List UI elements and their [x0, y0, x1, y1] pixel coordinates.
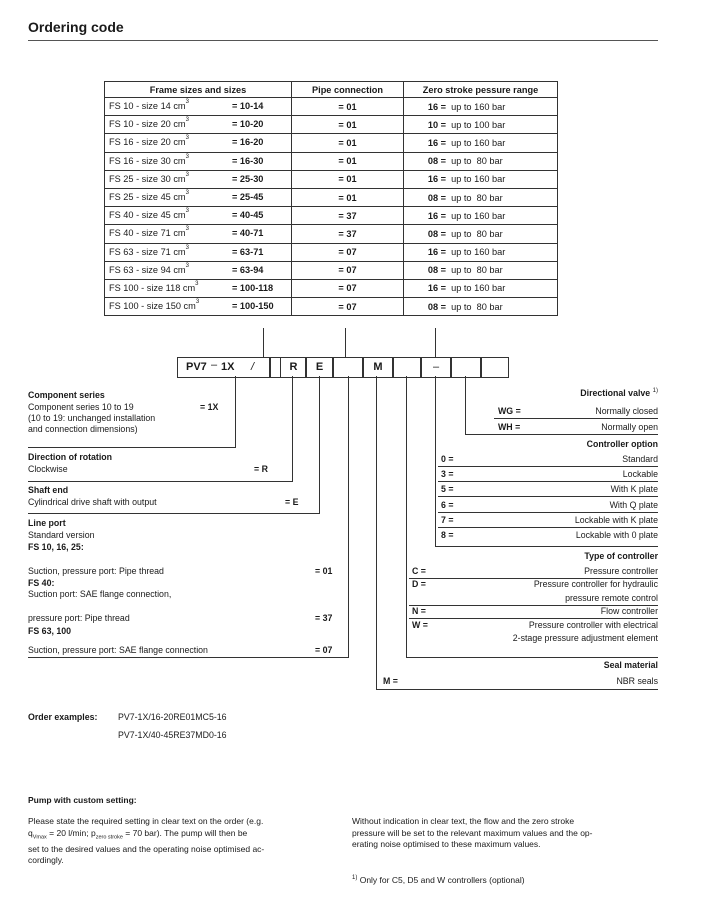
- leader-port: [348, 376, 349, 657]
- shaft-text: Cylindrical drive shaft with output: [28, 497, 157, 507]
- code-box-series: PV7 – 1X /: [177, 357, 271, 378]
- frame-cell: FS 10 - size 14 $cm^3$ = 10-14: [105, 98, 292, 116]
- code-1x: 1X: [221, 361, 235, 373]
- option-rule: [435, 546, 658, 547]
- order-example-2: PV7-1X/40-45RE37MD0-16: [118, 730, 227, 740]
- shaft-rule: [28, 513, 320, 514]
- valve-rule2: [465, 434, 658, 435]
- frame-cell: FS 40 - size 71 $cm^3$ = 40-71: [105, 225, 292, 243]
- shaft-heading: Shaft end: [28, 485, 69, 495]
- leader-rotation: [292, 376, 293, 481]
- table-row: [105, 116, 558, 134]
- zero-cell: 16 = up to 160 bar: [404, 243, 558, 261]
- pipe-cell: = 01: [292, 98, 404, 116]
- seal-label: NBR seals: [616, 676, 658, 686]
- table-row: [105, 98, 558, 116]
- code-box-ctrl: [392, 357, 422, 378]
- opt-list-label: With Q plate: [609, 499, 658, 510]
- frame-cell: FS 100 - size 150 $cm^3$ = 100-150: [105, 298, 292, 316]
- opt-list-rule: [438, 481, 658, 482]
- pipe-cell: = 01: [292, 188, 404, 206]
- pipe-cell: = 01: [292, 170, 404, 188]
- ctrl-list-label: pressure remote control: [565, 592, 658, 603]
- option-heading: Controller option: [586, 439, 658, 449]
- port-fs2-code: = 37: [315, 613, 333, 623]
- table-row: [105, 188, 558, 206]
- table-row: [105, 207, 558, 225]
- port-fs2-text2: pressure port: Pipe thread: [28, 613, 130, 623]
- connector-frame: [263, 328, 264, 357]
- ctrl-list-label: Pressure controller with electrical: [528, 619, 658, 630]
- valve-wg-label: Normally closed: [595, 406, 658, 416]
- zero-cell: 08 = up to 80 bar: [404, 261, 558, 279]
- zero-cell: 16 = up to 160 bar: [404, 170, 558, 188]
- series-rule: [28, 447, 236, 448]
- connector-zero: [435, 328, 436, 357]
- frame-cell: FS 16 - size 20 $cm^3$ = 16-20: [105, 134, 292, 152]
- ctrl-list-code: C =: [412, 566, 426, 576]
- table-row: [105, 152, 558, 170]
- series-note1: (10 to 19: unchanged installation: [28, 413, 156, 423]
- pipe-cell: = 07: [292, 261, 404, 279]
- rotation-text: Clockwise: [28, 464, 68, 474]
- table-row: [105, 261, 558, 279]
- valve-heading: Directional valve $^{1)}$: [580, 388, 658, 398]
- code-box-seal: M: [362, 357, 394, 378]
- ctrl-list-code: N =: [412, 606, 426, 617]
- pipe-cell: = 01: [292, 116, 404, 134]
- connector-pipe: [345, 328, 346, 357]
- valve-rule1: [494, 418, 658, 419]
- table-row: [105, 170, 558, 188]
- rotation-heading: Direction of rotation: [28, 452, 113, 462]
- ctrl-list-label: Pressure controller: [584, 566, 658, 576]
- pipe-cell: = 07: [292, 279, 404, 297]
- code-box-port: [332, 357, 364, 378]
- header-pipe: Pipe connection: [292, 82, 404, 98]
- zero-cell: 08 = up to 80 bar: [404, 152, 558, 170]
- port-standard: Standard version: [28, 530, 95, 540]
- table-header-row: [105, 82, 558, 98]
- seal-rule: [376, 689, 658, 690]
- shaft-code: = E: [285, 497, 299, 507]
- valve-wh-code: WH =: [498, 422, 521, 432]
- zero-cell: 08 = up to 80 bar: [404, 225, 558, 243]
- zero-cell: 08 = up to 80 bar: [404, 188, 558, 206]
- code-box-pressure: –: [420, 357, 452, 378]
- header-frame: Frame sizes and sizes: [105, 82, 292, 98]
- opt-list-rule: [438, 496, 658, 497]
- valve-wg-code: WG =: [498, 406, 521, 416]
- code-box-valve: [480, 357, 509, 378]
- rotation-rule: [28, 481, 293, 482]
- footnote: $^{1)}$ Only for C5, D5 and W controllers (optional): [352, 875, 525, 885]
- opt-list-label: Standard: [622, 454, 658, 464]
- opt-list-rule: [438, 466, 658, 467]
- frame-cell: FS 63 - size 71 $cm^3$ = 63-71: [105, 243, 292, 261]
- opt-list-code: 0 =: [441, 454, 454, 464]
- opt-list-code: 7 =: [441, 514, 454, 525]
- pipe-cell: = 07: [292, 243, 404, 261]
- opt-list-rule: [438, 512, 658, 513]
- ctrl-rule: [406, 657, 658, 658]
- order-example-1: PV7-1X/16-20RE01MC5-16: [118, 712, 227, 722]
- series-text: Component series 10 to 19: [28, 402, 134, 412]
- header-zero: Zero stroke pessure range: [404, 82, 558, 98]
- port-heading: Line port: [28, 518, 66, 528]
- code-box-opt: [450, 357, 482, 378]
- opt-list-code: 6 =: [441, 499, 454, 510]
- seal-heading: Seal material: [603, 660, 658, 670]
- pipe-cell: = 07: [292, 298, 404, 316]
- port-fs2-text1: Suction port: SAE flange connection,: [28, 589, 172, 599]
- leader-option: [435, 376, 436, 546]
- valve-wh-label: Normally open: [601, 422, 658, 432]
- ctrl-heading: Type of controller: [584, 551, 658, 561]
- leader-valve: [465, 376, 466, 434]
- opt-list-label: Lockable with K plate: [574, 514, 658, 525]
- frame-cell: FS 25 - size 30 $cm^3$ = 25-30: [105, 170, 292, 188]
- pipe-cell: = 37: [292, 207, 404, 225]
- zero-cell: 08 = up to 80 bar: [404, 298, 558, 316]
- custom-paragraph-2: Without indication in clear text, the flow and the zero stroke pressure will be set to the relevant maximum values and the op- erating noise optimised to these maximum values.: [352, 816, 593, 849]
- table-row: [105, 225, 558, 243]
- opt-list-label: Lockable: [622, 469, 658, 480]
- custom-heading: Pump with custom setting:: [28, 795, 137, 805]
- series-heading: Component series: [28, 390, 105, 400]
- ctrl-list-code: D =: [412, 579, 426, 590]
- ordering-table: [104, 81, 558, 316]
- port-fs3-text: Suction, pressure port: SAE flange connection: [28, 645, 208, 655]
- frame-cell: FS 16 - size 30 $cm^3$ = 16-30: [105, 152, 292, 170]
- frame-cell: FS 25 - size 45 $cm^3$ = 25-45: [105, 188, 292, 206]
- code-pv7: PV7: [186, 361, 207, 373]
- table-row: [105, 134, 558, 152]
- page-title: Ordering code: [28, 19, 124, 35]
- leader-series: [235, 376, 236, 447]
- pipe-cell: = 01: [292, 134, 404, 152]
- code-slash: /: [251, 361, 255, 373]
- pipe-cell: = 01: [292, 152, 404, 170]
- opt-list-label: Lockable with 0 plate: [575, 530, 658, 540]
- table-row: [105, 243, 558, 261]
- frame-cell: FS 40 - size 45 $cm^3$ = 40-45: [105, 207, 292, 225]
- opt-list-code: 5 =: [441, 484, 454, 495]
- frame-cell: FS 100 - size 118 $cm^3$ = 100-118: [105, 279, 292, 297]
- order-examples-label: Order examples:: [28, 712, 98, 722]
- code-box-rotation: R: [280, 357, 307, 378]
- frame-cell: FS 10 - size 20 $cm^3$ = 10-20: [105, 116, 292, 134]
- custom-paragraph-1: Please state the required setting in clear text on the order (e.g. $q_{Vmax} = 20$ l/min; $p_{zero stroke} = 70$ bar). The pump will then be set to the desired values and the operating noise optimised ac- cordingly.: [28, 816, 265, 866]
- pipe-cell: = 37: [292, 225, 404, 243]
- seal-code: M =: [383, 676, 398, 686]
- port-rule: [28, 657, 349, 658]
- leader-seal: [376, 376, 377, 690]
- title-rule: [28, 40, 658, 41]
- series-code: = 1X: [200, 402, 219, 412]
- opt-list-code: 3 =: [441, 469, 454, 480]
- frame-cell: FS 63 - size 94 $cm^3$ = 63-94: [105, 261, 292, 279]
- zero-cell: 16 = up to 160 bar: [404, 98, 558, 116]
- leader-ctrl: [406, 376, 407, 657]
- opt-list-code: 8 =: [441, 530, 454, 540]
- rotation-code: = R: [254, 464, 268, 474]
- ctrl-list-label: 2-stage pressure adjustment element: [512, 633, 658, 643]
- table-row: [105, 279, 558, 297]
- code-box-shaft: E: [305, 357, 334, 378]
- ctrl-list-code: W =: [412, 619, 428, 630]
- series-note2: and connection dimensions): [28, 424, 138, 434]
- zero-cell: 16 = up to 160 bar: [404, 134, 558, 152]
- zero-cell: 16 = up to 160 bar: [404, 279, 558, 297]
- port-fs1-code: = 01: [315, 566, 333, 576]
- ctrl-list-label: Pressure controller for hydraulic: [533, 579, 658, 590]
- ctrl-list-label: Flow controller: [600, 606, 658, 617]
- port-fs3-label: FS 63, 100: [28, 626, 72, 636]
- opt-list-rule: [438, 527, 658, 528]
- zero-cell: 16 = up to 160 bar: [404, 207, 558, 225]
- opt-list-label: With K plate: [610, 484, 658, 495]
- leader-shaft: [319, 376, 320, 513]
- table-row: [105, 298, 558, 316]
- zero-cell: 10 = up to 100 bar: [404, 116, 558, 134]
- port-fs1-text: Suction, pressure port: Pipe thread: [28, 566, 164, 576]
- port-fs2-label: FS 40:: [28, 578, 55, 588]
- port-fs1-label: FS 10, 16, 25:: [28, 542, 84, 552]
- port-fs3-code: = 07: [315, 645, 333, 655]
